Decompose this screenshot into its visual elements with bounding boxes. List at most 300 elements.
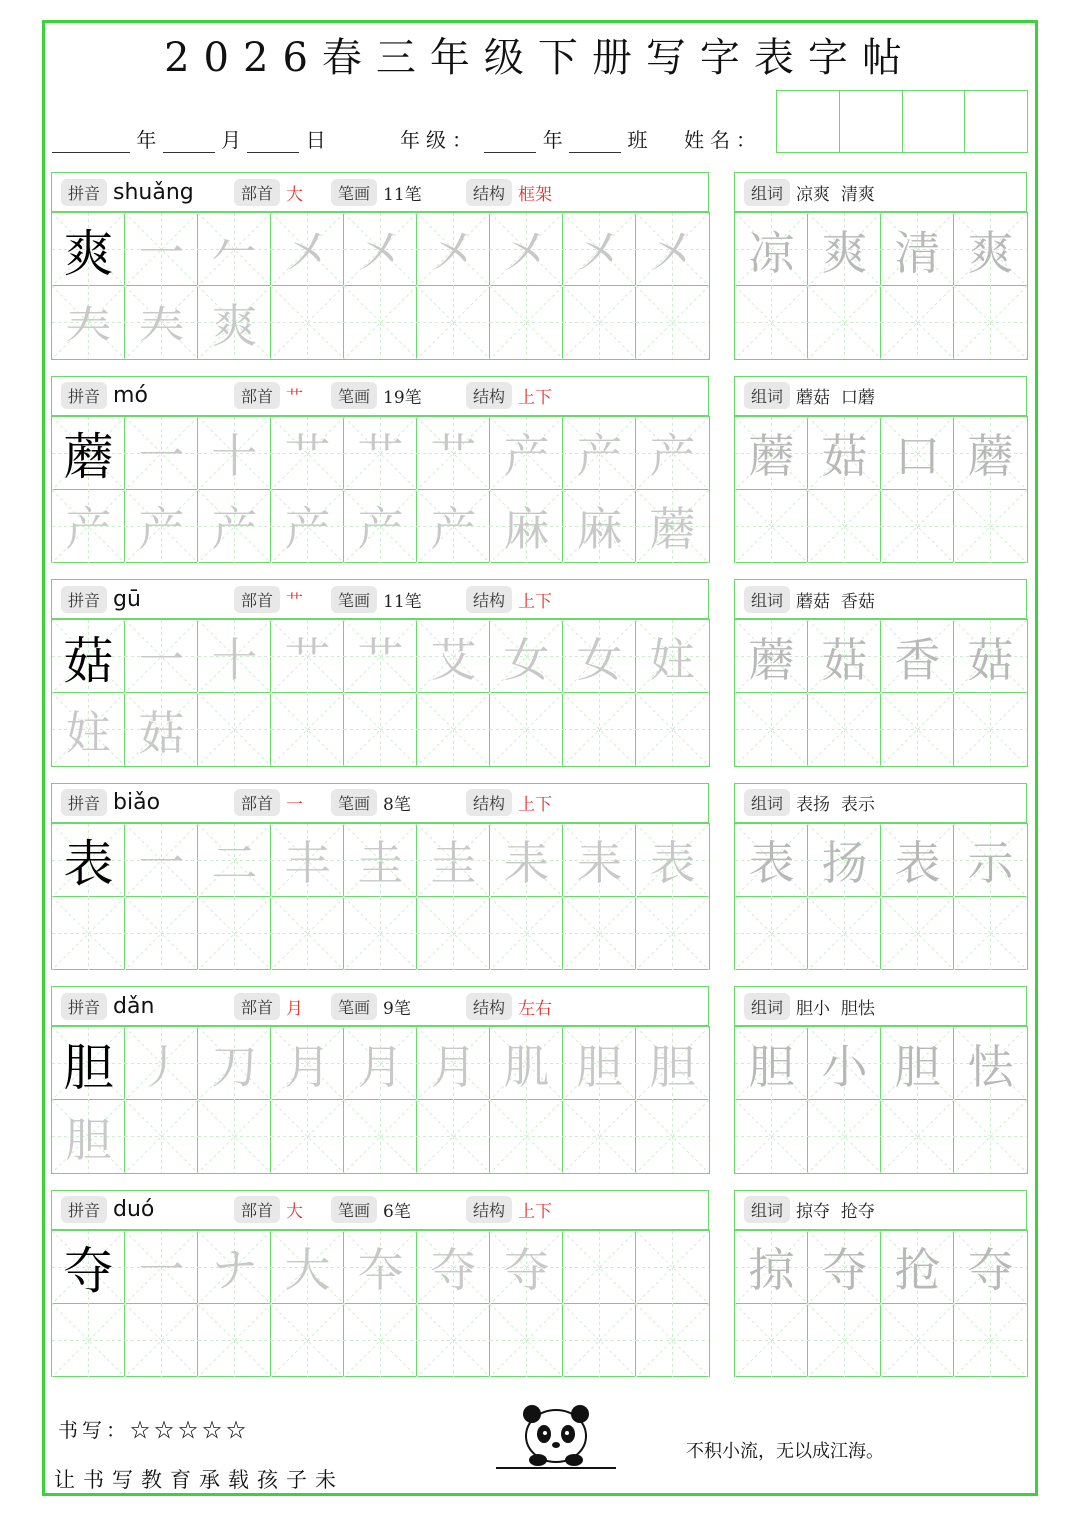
- words-cell[interactable]: [808, 417, 881, 490]
- stroke-step-char: 产: [649, 429, 696, 483]
- practice-cell[interactable]: [490, 490, 563, 563]
- stroke-step-char: 月: [430, 1039, 477, 1094]
- practice-cell[interactable]: [198, 1100, 271, 1173]
- words-grid[interactable]: [734, 416, 1028, 564]
- stroke-step-char: 圭: [430, 836, 477, 890]
- words-cell[interactable]: [881, 417, 954, 490]
- tian-grid-guide: [735, 1100, 808, 1173]
- practice-cell[interactable]: [271, 213, 344, 286]
- tian-grid-guide: [808, 693, 881, 766]
- practice-cell[interactable]: [490, 1100, 563, 1173]
- practice-cell[interactable]: [417, 490, 490, 563]
- practice-cell[interactable]: [52, 213, 125, 286]
- name-cell[interactable]: [777, 91, 840, 152]
- radical-tag: 部首: [234, 382, 280, 409]
- practice-cell[interactable]: [344, 693, 417, 766]
- stroke-step-char: 㐅: [649, 225, 696, 280]
- practice-cell[interactable]: [271, 490, 344, 563]
- words-cell[interactable]: [735, 213, 808, 286]
- practice-cell[interactable]: [563, 213, 636, 286]
- strokes-value: 6笔: [383, 1202, 411, 1222]
- tian-grid-guide: [52, 897, 125, 970]
- class-label: 班: [627, 128, 648, 152]
- practice-cell[interactable]: [125, 1231, 198, 1304]
- structure-value: 框架: [518, 184, 553, 205]
- tian-grid-guide: [344, 897, 417, 970]
- practice-cell[interactable]: [636, 286, 709, 359]
- word-trace-char: 怯: [967, 1039, 1014, 1094]
- practice-cell[interactable]: [125, 1100, 198, 1173]
- practice-cell[interactable]: [198, 824, 271, 897]
- words-cell[interactable]: [808, 213, 881, 286]
- tian-grid-guide: [417, 1304, 490, 1377]
- tian-grid-guide: [636, 1100, 709, 1173]
- tian-grid-guide: [636, 1304, 709, 1377]
- stroke-step-char: 十: [211, 632, 258, 687]
- structure-value: 上下: [518, 591, 553, 612]
- tian-grid-guide: [271, 286, 344, 359]
- words-cell[interactable]: [954, 1231, 1027, 1304]
- stroke-step-char: 一: [138, 429, 185, 483]
- words-cell[interactable]: [735, 286, 808, 359]
- practice-cell[interactable]: [636, 1027, 709, 1100]
- practice-cell[interactable]: [271, 1100, 344, 1173]
- stroke-step-char: 夺: [430, 1243, 477, 1297]
- tian-grid-guide: [735, 286, 808, 359]
- stroke-step-char: 𡗗: [138, 298, 185, 353]
- stroke-step-char: 艹: [430, 429, 477, 483]
- word-trace-char: 菇: [821, 429, 868, 483]
- practice-cell[interactable]: [344, 620, 417, 693]
- practice-cell[interactable]: [563, 286, 636, 359]
- tian-grid-guide: [636, 897, 709, 970]
- practice-cell[interactable]: [490, 1231, 563, 1304]
- practice-cell[interactable]: [563, 1100, 636, 1173]
- practice-cell[interactable]: [198, 1027, 271, 1100]
- words-cell[interactable]: [881, 1304, 954, 1377]
- practice-cell[interactable]: [125, 1304, 198, 1377]
- practice-cell[interactable]: [52, 1304, 125, 1377]
- words-cell[interactable]: [808, 1231, 881, 1304]
- words-grid[interactable]: [734, 1230, 1028, 1378]
- practice-cell[interactable]: [563, 1027, 636, 1100]
- strokes-value: 19笔: [383, 388, 422, 408]
- practice-cell[interactable]: [125, 620, 198, 693]
- practice-cell[interactable]: [271, 824, 344, 897]
- practice-grid[interactable]: [51, 416, 710, 564]
- practice-cell[interactable]: [52, 620, 125, 693]
- word-trace-char: 扬: [821, 836, 868, 890]
- words-cell[interactable]: [735, 620, 808, 693]
- words-tag: 组词: [744, 993, 790, 1020]
- practice-cell[interactable]: [417, 693, 490, 766]
- words-cell[interactable]: [735, 824, 808, 897]
- practice-cell[interactable]: [563, 897, 636, 970]
- stroke-step-char: 胆: [65, 1112, 112, 1167]
- practice-cell[interactable]: [417, 213, 490, 286]
- practice-cell[interactable]: [125, 824, 198, 897]
- practice-cell[interactable]: [125, 286, 198, 359]
- name-line: [684, 124, 762, 153]
- practice-grid[interactable]: [51, 212, 710, 360]
- strokes-value: 11笔: [383, 184, 422, 205]
- practice-cell[interactable]: [125, 490, 198, 563]
- stroke-step-char: 一: [138, 632, 185, 687]
- practice-cell[interactable]: [344, 1304, 417, 1377]
- practice-cell[interactable]: [344, 824, 417, 897]
- words-cell[interactable]: [954, 1100, 1027, 1173]
- practice-cell[interactable]: [563, 1304, 636, 1377]
- practice-cell[interactable]: [636, 620, 709, 693]
- word-trace-char: 蘑: [748, 632, 795, 687]
- panda-icon: [496, 1396, 616, 1470]
- practice-cell[interactable]: [125, 897, 198, 970]
- practice-cell[interactable]: [52, 286, 125, 359]
- stroke-step-char: 㐅: [430, 225, 477, 280]
- practice-cell[interactable]: [125, 213, 198, 286]
- practice-cell[interactable]: [344, 490, 417, 563]
- words-tag: 组词: [744, 382, 790, 409]
- practice-cell[interactable]: [52, 1100, 125, 1173]
- tian-grid-guide: [344, 286, 417, 359]
- practice-cell[interactable]: [563, 1231, 636, 1304]
- stroke-step-char: 一: [138, 836, 185, 890]
- tian-grid-guide: [808, 490, 881, 563]
- words-cell[interactable]: [735, 417, 808, 490]
- stroke-step-char: 二: [211, 836, 258, 890]
- tian-grid-guide: [636, 693, 709, 766]
- practice-cell[interactable]: [490, 1304, 563, 1377]
- words-header: [734, 1190, 1027, 1230]
- words-cell[interactable]: [881, 620, 954, 693]
- practice-cell[interactable]: [490, 286, 563, 359]
- practice-cell[interactable]: [52, 1231, 125, 1304]
- word-trace-char: 凉: [748, 225, 795, 280]
- tian-grid-guide: [881, 1304, 954, 1377]
- practice-cell[interactable]: [198, 897, 271, 970]
- practice-cell[interactable]: [198, 417, 271, 490]
- practice-cell[interactable]: [198, 620, 271, 693]
- practice-cell[interactable]: [417, 286, 490, 359]
- practice-cell[interactable]: [271, 1304, 344, 1377]
- practice-grid[interactable]: [51, 823, 710, 971]
- pinyin-tag: 拼音: [61, 1196, 107, 1223]
- practice-cell[interactable]: [344, 417, 417, 490]
- words-cell[interactable]: [881, 213, 954, 286]
- words-header: [734, 783, 1027, 823]
- practice-grid[interactable]: [51, 1026, 710, 1174]
- practice-cell[interactable]: [490, 693, 563, 766]
- practice-cell[interactable]: [125, 693, 198, 766]
- word-trace-char: 抢: [894, 1243, 941, 1297]
- structure-value: 上下: [518, 1202, 553, 1222]
- structure-value: 上下: [518, 795, 553, 815]
- practice-cell[interactable]: [344, 897, 417, 970]
- pinyin-value: shuǎng: [113, 179, 194, 205]
- stroke-step-char: 月: [284, 1039, 331, 1094]
- practice-cell[interactable]: [271, 897, 344, 970]
- practice-cell[interactable]: [198, 490, 271, 563]
- practice-cell[interactable]: [490, 824, 563, 897]
- words-grid[interactable]: [734, 212, 1028, 360]
- words-cell[interactable]: [735, 1231, 808, 1304]
- practice-cell[interactable]: [417, 1027, 490, 1100]
- radical-tag: 部首: [234, 993, 280, 1020]
- words-cell[interactable]: [954, 1304, 1027, 1377]
- tian-grid-guide: [271, 1304, 344, 1377]
- practice-cell[interactable]: [198, 693, 271, 766]
- tian-grid-guide: [954, 286, 1027, 359]
- radical-value: 大: [286, 184, 304, 205]
- words-cell[interactable]: [808, 824, 881, 897]
- practice-cell[interactable]: [125, 417, 198, 490]
- grade-label: 年级：: [400, 128, 478, 152]
- words-cell[interactable]: [954, 490, 1027, 563]
- tian-grid-guide: [125, 897, 198, 970]
- stroke-step-char: 一: [138, 1243, 185, 1297]
- stroke-step-char: 丿: [138, 1039, 185, 1094]
- page-title: 2026春三年级下册写字表字帖: [164, 35, 916, 81]
- practice-cell[interactable]: [563, 417, 636, 490]
- practice-cell[interactable]: [344, 1231, 417, 1304]
- name-cell[interactable]: [903, 91, 966, 152]
- word-trace-char: 菇: [821, 632, 868, 687]
- words-cell[interactable]: [808, 490, 881, 563]
- motto: 让书写教育承载孩子未: [54, 1468, 344, 1492]
- tian-grid-guide: [417, 897, 490, 970]
- practice-cell[interactable]: [417, 1304, 490, 1377]
- practice-cell[interactable]: [636, 1304, 709, 1377]
- practice-cell[interactable]: [636, 824, 709, 897]
- practice-cell[interactable]: [344, 1100, 417, 1173]
- pinyin-value: duó: [113, 1197, 155, 1222]
- practice-cell[interactable]: [198, 1304, 271, 1377]
- practice-cell[interactable]: [52, 824, 125, 897]
- radical-value: 艹: [286, 388, 304, 408]
- practice-cell[interactable]: [417, 1100, 490, 1173]
- practice-cell[interactable]: [417, 417, 490, 490]
- words-cell[interactable]: [808, 1027, 881, 1100]
- model-char: 夺: [63, 1242, 114, 1300]
- practice-cell[interactable]: [52, 490, 125, 563]
- word-trace-char: 示: [967, 836, 1014, 890]
- practice-cell[interactable]: [563, 693, 636, 766]
- words-cell[interactable]: [954, 693, 1027, 766]
- practice-cell[interactable]: [417, 824, 490, 897]
- writing-rating[interactable]: 书写：☆☆☆☆☆: [58, 1418, 250, 1442]
- structure-tag: 结构: [466, 993, 512, 1020]
- practice-grid[interactable]: [51, 1230, 710, 1378]
- word-trace-char: 口: [894, 429, 941, 483]
- word-trace-char: 掠: [748, 1243, 795, 1297]
- stroke-step-char: 圭: [357, 836, 404, 890]
- practice-cell[interactable]: [52, 1027, 125, 1100]
- tian-grid-guide: [954, 897, 1027, 970]
- stroke-step-char: 刀: [211, 1039, 258, 1094]
- stroke-step-char: 艾: [430, 632, 477, 687]
- practice-cell[interactable]: [344, 1027, 417, 1100]
- model-char: 胆: [63, 1038, 114, 1097]
- month-label: 月: [221, 128, 242, 152]
- stroke-step-char: 㐅: [357, 225, 404, 280]
- practice-cell[interactable]: [490, 897, 563, 970]
- stroke-step-char: 𡗗: [65, 298, 112, 353]
- words-cell[interactable]: [954, 286, 1027, 359]
- words-cell[interactable]: [735, 1304, 808, 1377]
- words-cell[interactable]: [881, 1100, 954, 1173]
- word-trace-char: 胆: [748, 1039, 795, 1094]
- practice-cell[interactable]: [490, 620, 563, 693]
- structure-tag: 结构: [466, 179, 512, 206]
- practice-cell[interactable]: [417, 620, 490, 693]
- day-blank[interactable]: [247, 132, 299, 153]
- practice-cell[interactable]: [417, 1231, 490, 1304]
- practice-cell[interactable]: [636, 1231, 709, 1304]
- practice-cell[interactable]: [198, 1231, 271, 1304]
- tian-grid-guide: [808, 1304, 881, 1377]
- word-trace-char: 清: [894, 225, 941, 280]
- strokes-value: 11笔: [383, 591, 422, 612]
- practice-cell[interactable]: [636, 897, 709, 970]
- words-cell[interactable]: [735, 897, 808, 970]
- words-cell[interactable]: [808, 286, 881, 359]
- practice-cell[interactable]: [52, 693, 125, 766]
- words-cell[interactable]: [735, 693, 808, 766]
- date-line: [52, 124, 326, 153]
- strokes-tag: 笔画: [331, 586, 377, 613]
- practice-cell[interactable]: [271, 693, 344, 766]
- words-cell[interactable]: [954, 620, 1027, 693]
- practice-cell[interactable]: [417, 897, 490, 970]
- words-cell[interactable]: [881, 1231, 954, 1304]
- strokes-tag: 笔画: [331, 993, 377, 1020]
- practice-cell[interactable]: [636, 213, 709, 286]
- name-cell[interactable]: [965, 91, 1027, 152]
- words-header: [734, 376, 1027, 416]
- name-cell[interactable]: [840, 91, 903, 152]
- practice-cell[interactable]: [636, 417, 709, 490]
- words-cell[interactable]: [881, 286, 954, 359]
- practice-cell[interactable]: [490, 213, 563, 286]
- tian-grid-guide: [735, 1304, 808, 1377]
- practice-cell[interactable]: [198, 286, 271, 359]
- practice-cell[interactable]: [52, 897, 125, 970]
- practice-cell[interactable]: [344, 286, 417, 359]
- quote: 不积小流，无以成江海。: [686, 1441, 884, 1462]
- practice-cell[interactable]: [271, 1027, 344, 1100]
- words-cell[interactable]: [808, 897, 881, 970]
- structure-tag: 结构: [466, 382, 512, 409]
- words-tag: 组词: [744, 1196, 790, 1223]
- words-grid[interactable]: [734, 1026, 1028, 1174]
- practice-cell[interactable]: [271, 1231, 344, 1304]
- words-cell[interactable]: [954, 1027, 1027, 1100]
- practice-cell[interactable]: [271, 417, 344, 490]
- class-blank[interactable]: [569, 132, 621, 153]
- tian-grid-guide: [881, 693, 954, 766]
- year-blank[interactable]: [52, 132, 130, 153]
- words-grid[interactable]: [734, 823, 1028, 971]
- char-header: [51, 376, 709, 416]
- stroke-step-char: 㐅: [284, 225, 331, 280]
- words-grid[interactable]: [734, 619, 1028, 767]
- words-cell[interactable]: [954, 417, 1027, 490]
- stroke-step-char: 十: [211, 429, 258, 483]
- words-cell[interactable]: [808, 620, 881, 693]
- structure-tag: 结构: [466, 586, 512, 613]
- pinyin-value: mó: [113, 383, 148, 408]
- tian-grid-guide: [417, 286, 490, 359]
- name-label: 姓名：: [684, 128, 762, 152]
- strokes-value: 8笔: [383, 795, 411, 815]
- words-cell[interactable]: [735, 1100, 808, 1173]
- radical-value: 月: [286, 998, 304, 1019]
- pinyin-value: dǎn: [113, 993, 155, 1019]
- char-header: [51, 986, 709, 1026]
- words-cell[interactable]: [881, 693, 954, 766]
- practice-cell[interactable]: [344, 213, 417, 286]
- month-blank[interactable]: [163, 132, 215, 153]
- words-cell[interactable]: [808, 693, 881, 766]
- words-cell[interactable]: [881, 1027, 954, 1100]
- words-cell[interactable]: [808, 1100, 881, 1173]
- name-grid[interactable]: [776, 90, 1028, 153]
- stroke-step-char: 麻: [503, 502, 550, 556]
- tian-grid-guide: [563, 693, 636, 766]
- practice-cell[interactable]: [563, 620, 636, 693]
- words-value: 蘑菇 口蘑: [796, 388, 875, 408]
- words-cell[interactable]: [881, 490, 954, 563]
- tian-grid-guide: [198, 1304, 271, 1377]
- practice-cell[interactable]: [125, 1027, 198, 1100]
- practice-cell[interactable]: [271, 286, 344, 359]
- words-cell[interactable]: [735, 1027, 808, 1100]
- practice-cell[interactable]: [563, 490, 636, 563]
- words-cell[interactable]: [881, 824, 954, 897]
- stroke-step-char: ナ: [211, 1243, 258, 1297]
- tian-grid-guide: [954, 1304, 1027, 1377]
- practice-cell[interactable]: [636, 490, 709, 563]
- practice-cell[interactable]: [563, 824, 636, 897]
- words-cell[interactable]: [808, 1304, 881, 1377]
- tian-grid-guide: [954, 490, 1027, 563]
- tian-grid-guide: [636, 1231, 709, 1304]
- pinyin-value: biǎo: [113, 790, 161, 815]
- practice-cell[interactable]: [52, 417, 125, 490]
- words-cell[interactable]: [954, 824, 1027, 897]
- words-cell[interactable]: [954, 213, 1027, 286]
- grade-year-blank[interactable]: [484, 132, 536, 153]
- words-cell[interactable]: [735, 490, 808, 563]
- practice-grid[interactable]: [51, 619, 710, 767]
- words-cell[interactable]: [881, 897, 954, 970]
- tian-grid-guide: [563, 1304, 636, 1377]
- stroke-step-char: 蘑: [649, 502, 696, 556]
- practice-cell[interactable]: [271, 620, 344, 693]
- practice-cell[interactable]: [198, 213, 271, 286]
- words-header: [734, 579, 1027, 619]
- word-trace-char: 夺: [821, 1243, 868, 1297]
- words-cell[interactable]: [954, 897, 1027, 970]
- practice-cell[interactable]: [636, 1100, 709, 1173]
- tian-grid-guide: [271, 1100, 344, 1173]
- words-tag: 组词: [744, 179, 790, 206]
- practice-cell[interactable]: [490, 1027, 563, 1100]
- practice-cell[interactable]: [490, 417, 563, 490]
- words-value: 掠夺 抢夺: [796, 1202, 875, 1222]
- practice-cell[interactable]: [636, 693, 709, 766]
- structure-value: 上下: [518, 388, 553, 408]
